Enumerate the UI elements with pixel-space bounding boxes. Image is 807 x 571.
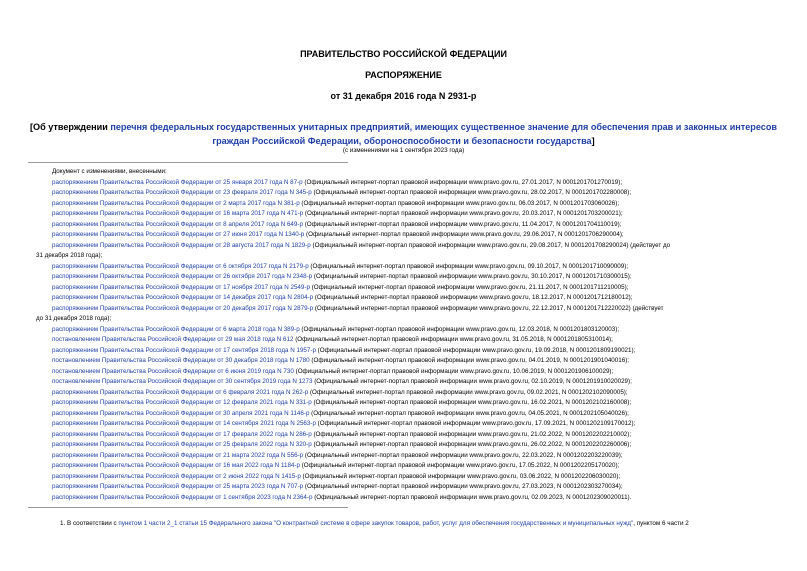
amendment-publication: (Официальный интернет-портал правовой информации www.pravo.gov.ru, 02.09.2023, N 0001202309020011).	[312, 493, 632, 501]
amendment-continuation: до 31 декабря 2018 года);	[36, 315, 112, 322]
amendment-item	[36, 461, 798, 472]
amendment-link[interactable]: распоряжением Правительства Российской Федерации от 17 ноября 2017 года N 2549-р	[52, 283, 310, 291]
amendment-publication: (Официальный интернет-портал правовой информации www.pravo.gov.ru, 02.10.2019, N 0001201910020029);	[312, 378, 632, 385]
amendment-item	[36, 356, 798, 367]
amendment-link[interactable]: распоряжением Правительства Российской Федерации от 6 марта 2018 года N 389-р	[52, 325, 300, 333]
amendment-link[interactable]: распоряжением Правительства Российской Федерации от 27 июня 2017 года N 1340-р	[52, 231, 305, 238]
amendment-publication: (Официальный интернет-портал правовой информации www.pravo.gov.ru, 22.12.2017, N 0001201712220022) (действует	[313, 304, 664, 312]
amendments-list	[36, 178, 798, 504]
amendment-link[interactable]: распоряжением Правительства Российской Федерации от 25 января 2017 года N 87-р	[52, 178, 303, 186]
amendment-link[interactable]: распоряжением Правительства Российской Федерации от 21 марта 2022 года N 556-р	[52, 451, 304, 459]
top-divider	[28, 162, 348, 163]
amendment-item	[36, 451, 798, 462]
document-title	[0, 120, 807, 148]
amendment-publication: (Официальный интернет-портал правовой информации www.pravo.gov.ru, 11.04.2017, N 0001201704110019);	[302, 220, 622, 228]
amendment-item	[36, 262, 798, 273]
amendment-link[interactable]: распоряжением Правительства Российской Федерации от 1 сентября 2023 года N 2364-р	[52, 493, 313, 501]
amendment-item	[36, 377, 798, 388]
amendment-link[interactable]: распоряжением Правительства Российской Федерации от 25 марта 2023 года N 707-р	[52, 483, 304, 490]
footnote-law-link[interactable]: пунктом 1 части 2_1 статьи 15 Федерального закона "О контрактной системе в сфере закупок товаров, работ, услуг для обеспечения государственных и муниципальных нужд"	[118, 520, 634, 527]
amendment-publication: (Официальный интернет-портал правовой информации www.pravo.gov.ru, 31.05.2018, N 0001201805310014);	[293, 336, 613, 343]
amendment-item	[36, 209, 798, 220]
amendment-item	[36, 188, 798, 199]
amendment-publication: (Официальный интернет-портал правовой информации www.pravo.gov.ru, 21.11.2017, N 0001201711210005);	[309, 283, 629, 291]
title-list-link-cont[interactable]: граждан Российской Федерации, обороноспособности и безопасности государства	[212, 136, 592, 146]
amendment-link[interactable]: распоряжением Правительства Российской Федерации от 8 апреля 2017 года N 649-р	[52, 220, 303, 228]
amendment-item	[36, 482, 798, 493]
amendment-item	[36, 430, 798, 441]
amendment-publication: (Официальный интернет-портал правовой информации www.pravo.gov.ru, 27.01.2017, N 0001201701270019);	[302, 178, 623, 186]
issuer-heading: ПРАВИТЕЛЬСТВО РОССИЙСКОЙ ФЕДЕРАЦИИ	[300, 49, 507, 59]
amendment-item	[36, 272, 798, 283]
amendment-link[interactable]: распоряжением Правительства Российской Федерации от 17 сентября 2018 года N 1957-р	[52, 346, 316, 354]
amendment-item	[36, 493, 798, 504]
amendment-publication: (Официальный интернет-портал правовой информации www.pravo.gov.ru, 03.06.2022, N 0001202206030020);	[300, 472, 621, 480]
amendment-item	[36, 325, 798, 336]
amendment-link[interactable]: распоряжением Правительства Российской Федерации от 17 февраля 2022 года N 286-р	[52, 430, 312, 438]
amendment-link[interactable]: распоряжением Правительства Российской Федерации от 28 августа 2017 года N 1829-р	[52, 241, 311, 249]
amendment-publication: (Официальный интернет-портал правовой информации www.pravo.gov.ru, 22.03.2022, N 0001202203220039);	[303, 451, 623, 459]
changes-note: (с изменениями на 1 сентября 2023 года)	[342, 147, 465, 154]
amendment-link[interactable]: постановлением Правительства Российской Федерации от 30 декабря 2018 года N 1780	[52, 357, 310, 364]
amendment-publication: (Официальный интернет-портал правовой информации www.pravo.gov.ru, 09.02.2021, N 0001202102090005);	[308, 388, 628, 396]
amendment-link[interactable]: распоряжением Правительства Российской Федерации от 26 октября 2017 года N 2348-р	[52, 273, 313, 280]
amendment-item	[36, 283, 798, 294]
amendment-publication: (Официальный интернет-портал правовой информации www.pravo.gov.ru, 12.03.2018, N 0001201803120003);	[299, 325, 620, 333]
amendment-item	[36, 419, 798, 430]
document-type-heading: РАСПОРЯЖЕНИЕ	[365, 70, 442, 80]
amendment-link[interactable]: постановлением Правительства Российской Федерации от 29 мая 2018 года N 612	[52, 336, 294, 343]
amendment-link[interactable]: постановлением Правительства Российской Федерации от 30 сентября 2019 года N 1273	[52, 378, 313, 385]
amendment-publication: (Официальный интернет-портал правовой информации www.pravo.gov.ru, 29.06.2017, N 0001201706290004);	[304, 231, 624, 238]
amendment-publication: (Официальный интернет-портал правовой информации www.pravo.gov.ru, 09.10.2017, N 0001201710090009);	[308, 262, 629, 270]
amendment-link[interactable]: распоряжением Правительства Российской Федерации от 6 февраля 2021 года N 262-р	[52, 388, 309, 396]
amendment-link[interactable]: распоряжением Правительства Российской Федерации от 2 марта 2017 года N 381-р	[52, 199, 300, 207]
amendment-link[interactable]: постановлением Правительства Российской Федерации от 6 июня 2019 года N 730	[52, 367, 294, 375]
amendment-publication: (Официальный интернет-портал правовой информации www.pravo.gov.ru, 28.02.2017, N 0001201702280008);	[311, 189, 632, 196]
amendment-publication: (Официальный интернет-портал правовой информации www.pravo.gov.ru, 17.05.2022, N 0001202205170020);	[299, 462, 620, 469]
amendment-link[interactable]: распоряжением Правительства Российской Федерации от 23 февраля 2017 года N 345-р	[52, 189, 312, 196]
bottom-divider	[28, 507, 348, 508]
amendment-publication: (Официальный интернет-портал правовой информации www.pravo.gov.ru, 29.08.2017, N 0001201708290024) (действует до	[310, 241, 671, 249]
amendment-link[interactable]: распоряжением Правительства Российской Федерации от 16 мая 2022 года N 1184-р	[52, 462, 300, 469]
amendment-link[interactable]: распоряжением Правительства Российской Федерации от 30 апреля 2021 года N 1146-р	[52, 409, 310, 417]
amendment-item	[36, 388, 798, 399]
amendment-link[interactable]: распоряжением Правительства Российской Федерации от 12 февраля 2021 года N 331-р	[52, 399, 312, 406]
amendment-publication: (Официальный интернет-портал правовой информации www.pravo.gov.ru, 27.03.2023, N 0001202303270034);	[303, 483, 623, 490]
amendment-publication: (Официальный интернет-портал правовой информации www.pravo.gov.ru, 21.02.2022, N 0001202202210002);	[311, 430, 632, 438]
amendment-item	[36, 440, 798, 451]
amendment-item	[36, 199, 798, 210]
amendment-item	[36, 367, 798, 378]
amendment-link[interactable]: распоряжением Правительства Российской Федерации от 20 декабря 2017 года N 2879-р	[52, 304, 314, 312]
document-date-number: от 31 декабря 2016 года N 2931-р	[330, 91, 477, 101]
footnote	[60, 520, 689, 527]
amendment-publication: (Официальный интернет-портал правовой информации www.pravo.gov.ru, 18.12.2017, N 0001201712180012);	[313, 294, 633, 301]
amendment-link[interactable]: распоряжением Правительства Российской Федерации от 14 декабря 2017 года N 2804-р	[52, 294, 314, 301]
amendment-publication: (Официальный интернет-портал правовой информации www.pravo.gov.ru, 30.10.2017, N 0001201710300015);	[312, 273, 632, 280]
amendment-continuation: 31 декабря 2018 года);	[36, 252, 103, 259]
amendment-link[interactable]: распоряжением Правительства Российской Федерации от 16 марта 2017 года N 471-р	[52, 210, 304, 217]
amendment-link[interactable]: распоряжением Правительства Российской Федерации от 14 сентября 2021 года N 2563-р	[52, 420, 316, 427]
amendment-item	[36, 230, 798, 241]
amendment-item	[36, 346, 798, 357]
amendment-publication: (Официальный интернет-портал правовой информации www.pravo.gov.ru, 16.02.2021, N 0001202102160008);	[311, 399, 632, 406]
amendment-item	[36, 220, 798, 231]
amendments-block	[36, 167, 798, 503]
footnote-suffix: , пунктом 6 части 2	[633, 520, 689, 527]
amendment-publication: (Официальный интернет-портал правовой информации www.pravo.gov.ru, 26.02.2022, N 0001202202260006);	[311, 441, 632, 448]
amendment-item	[36, 304, 798, 315]
amendment-item	[36, 409, 798, 420]
amendment-publication: (Официальный интернет-портал правовой информации www.pravo.gov.ru, 20.03.2017, N 0001201703200021);	[303, 210, 623, 217]
amendment-publication: (Официальный интернет-портал правовой информации www.pravo.gov.ru, 04.01.2019, N 0001201901040016);	[309, 357, 630, 364]
amendment-link[interactable]: распоряжением Правительства Российской Федерации от 25 февраля 2022 года N 320-р	[52, 441, 312, 448]
amendment-item	[36, 472, 798, 483]
amendment-link[interactable]: распоряжением Правительства Российской Федерации от 2 июня 2022 года N 1415-р	[52, 472, 301, 480]
amendment-publication: (Официальный интернет-портал правовой информации www.pravo.gov.ru, 06.03.2017, N 0001201703060026);	[299, 199, 620, 207]
amendment-item	[36, 398, 798, 409]
amendment-publication: (Официальный интернет-портал правовой информации www.pravo.gov.ru, 19.09.2018, N 0001201809190021);	[315, 346, 636, 354]
amendments-intro: Документ с изменениями, внесенными:	[52, 168, 167, 175]
amendment-item	[36, 241, 798, 252]
title-list-link[interactable]: перечня федеральных государственных унитарных предприятий, имеющих существенное значение для обеспечения прав и законных интересов	[110, 122, 777, 132]
title-close-bracket: ]	[591, 136, 595, 146]
title-open-bracket: [Об утверждении	[30, 122, 111, 132]
amendment-publication: (Официальный интернет-портал правовой информации www.pravo.gov.ru, 10.06.2019, N 0001201906100029);	[293, 367, 614, 375]
amendment-item	[36, 293, 798, 304]
amendment-item	[36, 178, 798, 189]
amendment-publication: (Официальный интернет-портал правовой информации www.pravo.gov.ru, 17.09.2021, N 0001202109170012);	[315, 420, 636, 427]
amendment-item	[36, 335, 798, 346]
amendment-publication: (Официальный интернет-портал правовой информации www.pravo.gov.ru, 04.05.2021, N 0001202105040026);	[309, 409, 629, 417]
footnote-prefix: 1. В соответствии с	[60, 520, 119, 527]
amendment-link[interactable]: распоряжением Правительства Российской Федерации от 6 октября 2017 года N 2179-р	[52, 262, 309, 270]
